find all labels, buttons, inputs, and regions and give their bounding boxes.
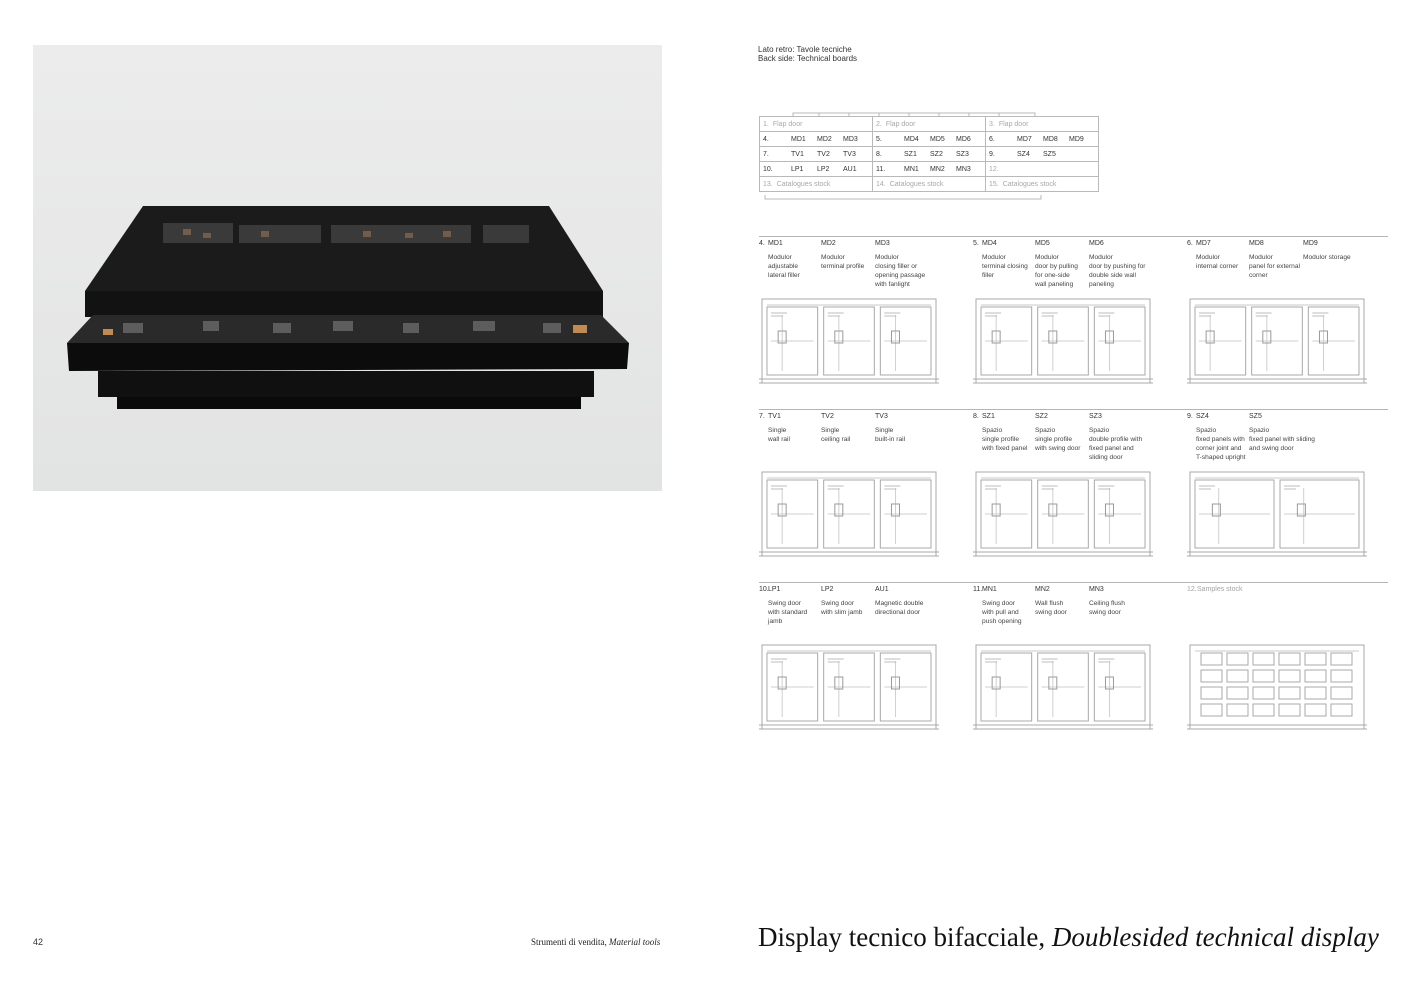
description-line: with standard bbox=[768, 609, 808, 616]
description-line: directional door bbox=[875, 609, 921, 616]
index-number: 11. bbox=[876, 165, 886, 173]
board-code: TV3 bbox=[875, 413, 888, 420]
description-line: double profile with bbox=[1089, 436, 1143, 443]
technical-board-drawing bbox=[973, 470, 1153, 560]
board-description bbox=[982, 599, 1022, 626]
index-code: Catalogues stock bbox=[889, 180, 944, 188]
board-description bbox=[821, 599, 862, 617]
index-code: AU1 bbox=[843, 165, 857, 173]
index-code: SZ2 bbox=[930, 150, 943, 158]
index-number: 13. bbox=[763, 180, 773, 188]
description-line: T-shaped upright bbox=[1196, 454, 1246, 461]
board-description bbox=[1089, 253, 1145, 289]
technical-board bbox=[1187, 470, 1367, 560]
description-line: internal corner bbox=[1196, 263, 1239, 270]
description-line: wall paneling bbox=[1035, 281, 1074, 288]
description-line: and swing door bbox=[1249, 445, 1294, 452]
board-code: MD4 bbox=[982, 240, 997, 247]
index-code: MD6 bbox=[956, 135, 971, 143]
index-cell bbox=[873, 147, 986, 162]
board-description bbox=[821, 426, 850, 444]
description-line: ceiling rail bbox=[821, 436, 851, 443]
section-divider bbox=[759, 236, 1388, 237]
index-code: MD8 bbox=[1043, 135, 1058, 143]
board-code: SZ5 bbox=[1249, 413, 1262, 420]
description-line: Modulor bbox=[1249, 254, 1273, 261]
description-line: Spazio bbox=[982, 427, 1003, 434]
description-line: Single bbox=[821, 427, 840, 434]
description-line: Modulor storage bbox=[1303, 254, 1351, 261]
board-description bbox=[1089, 599, 1125, 617]
index-row bbox=[760, 117, 1099, 132]
board-code: MD5 bbox=[1035, 240, 1050, 247]
board-description bbox=[1249, 426, 1315, 453]
board-description bbox=[1303, 253, 1351, 262]
description-line: corner joint and bbox=[1196, 445, 1242, 452]
technical-board-drawing bbox=[759, 470, 939, 560]
board-description bbox=[1196, 426, 1246, 462]
technical-board bbox=[759, 643, 939, 733]
section-divider bbox=[759, 409, 1388, 410]
description-line: door by pulling bbox=[1035, 263, 1078, 270]
board-code: MD1 bbox=[768, 240, 783, 247]
board-group-number: 8. bbox=[973, 413, 979, 420]
board-code: MD3 bbox=[875, 240, 890, 247]
description-line: Wall flush bbox=[1035, 600, 1064, 607]
technical-board bbox=[1187, 297, 1367, 387]
board-group-number: 4. bbox=[759, 240, 765, 247]
technical-board-drawing bbox=[1187, 297, 1367, 387]
board-code: SZ1 bbox=[982, 413, 995, 420]
index-number: 4. bbox=[763, 135, 769, 143]
description-line: push opening bbox=[982, 618, 1022, 625]
index-code: Flap door bbox=[998, 120, 1029, 128]
description-line: Modulor bbox=[1196, 254, 1220, 261]
index-cell bbox=[986, 147, 1099, 162]
index-code: Flap door bbox=[885, 120, 916, 128]
section-divider bbox=[759, 582, 1388, 583]
index-code: TV2 bbox=[817, 150, 830, 158]
index-code: MD7 bbox=[1017, 135, 1032, 143]
technical-board-drawing bbox=[1187, 470, 1367, 560]
index-row bbox=[760, 147, 1099, 162]
description-line: swing door bbox=[1035, 609, 1067, 616]
description-line: Swing door bbox=[821, 600, 854, 607]
board-code: Samples stock bbox=[1197, 586, 1243, 593]
description-line: Swing door bbox=[768, 600, 801, 607]
heading-regular: Display tecnico bifacciale, bbox=[758, 922, 1052, 952]
description-line: Modulor bbox=[875, 254, 899, 261]
technical-board bbox=[973, 643, 1153, 733]
description-line: sliding door bbox=[1089, 454, 1123, 461]
board-description bbox=[768, 253, 800, 280]
index-code: Catalogues stock bbox=[776, 180, 831, 188]
table-bottom-base bbox=[759, 195, 1049, 203]
description-line: fixed panel and bbox=[1089, 445, 1134, 452]
index-cell bbox=[986, 177, 1099, 192]
index-code: MD1 bbox=[791, 135, 806, 143]
index-code: MD5 bbox=[930, 135, 945, 143]
description-line: terminal closing bbox=[982, 263, 1028, 270]
technical-board bbox=[973, 470, 1153, 560]
description-line: Spazio bbox=[1089, 427, 1110, 434]
board-code: LP2 bbox=[821, 586, 834, 593]
index-code: Catalogues stock bbox=[1002, 180, 1057, 188]
description-line: corner bbox=[1249, 272, 1268, 279]
description-line: Spazio bbox=[1249, 427, 1270, 434]
index-cell bbox=[873, 162, 986, 177]
board-group-number: 5. bbox=[973, 240, 979, 247]
description-line: opening passage bbox=[875, 272, 926, 279]
index-code: TV3 bbox=[843, 150, 856, 158]
index-code: SZ3 bbox=[956, 150, 969, 158]
technical-board bbox=[759, 297, 939, 387]
board-group-number: 10. bbox=[759, 586, 769, 593]
index-code: MN3 bbox=[956, 165, 971, 173]
description-line: Modulor bbox=[1035, 254, 1059, 261]
product-photo bbox=[33, 45, 662, 491]
description-line: Magnetic double bbox=[875, 600, 924, 607]
section-title-regular: Strumenti di vendita, bbox=[531, 937, 609, 947]
index-code: MN2 bbox=[930, 165, 945, 173]
index-number: 5. bbox=[876, 135, 882, 143]
technical-board bbox=[973, 297, 1153, 387]
index-code: SZ5 bbox=[1043, 150, 1056, 158]
index-cell bbox=[873, 132, 986, 147]
description-line: jamb bbox=[768, 618, 783, 625]
board-code: MN2 bbox=[1035, 586, 1050, 593]
board-code: TV1 bbox=[768, 413, 781, 420]
board-code: TV2 bbox=[821, 413, 834, 420]
board-code: MD8 bbox=[1249, 240, 1264, 247]
board-group-number: 7. bbox=[759, 413, 765, 420]
board-index-table bbox=[759, 116, 1099, 192]
technical-board bbox=[1187, 643, 1367, 733]
index-cell bbox=[986, 117, 1099, 132]
description-line: Modulor bbox=[821, 254, 845, 261]
description-line: single profile bbox=[1035, 436, 1073, 443]
section-title bbox=[531, 937, 660, 947]
board-code: SZ2 bbox=[1035, 413, 1048, 420]
board-description bbox=[1196, 253, 1238, 271]
technical-board bbox=[759, 470, 939, 560]
index-row bbox=[760, 162, 1099, 177]
board-description bbox=[1035, 253, 1078, 289]
board-description bbox=[1035, 599, 1067, 617]
technical-board-drawing bbox=[759, 297, 939, 387]
description-line: fixed panels with bbox=[1196, 436, 1245, 443]
page-heading bbox=[758, 922, 1379, 953]
index-cell bbox=[760, 132, 873, 147]
board-group-number: 9. bbox=[1187, 413, 1193, 420]
description-line: lateral filler bbox=[768, 272, 800, 279]
board-code: SZ3 bbox=[1089, 413, 1102, 420]
board-description bbox=[982, 253, 1028, 280]
board-code: AU1 bbox=[875, 586, 889, 593]
board-description bbox=[821, 253, 864, 271]
board-code: LP1 bbox=[768, 586, 781, 593]
description-line: filler bbox=[982, 272, 995, 279]
description-line: terminal profile bbox=[821, 263, 865, 270]
technical-board-drawing bbox=[1187, 643, 1367, 733]
description-line: closing filler or bbox=[875, 263, 918, 270]
description-line: with fanlight bbox=[875, 281, 910, 288]
description-line: door by pushing for bbox=[1089, 263, 1146, 270]
board-code: MN3 bbox=[1089, 586, 1104, 593]
board-description bbox=[875, 426, 905, 444]
index-code: MD3 bbox=[843, 135, 858, 143]
description-line: Modulor bbox=[1089, 254, 1113, 261]
index-cell bbox=[760, 147, 873, 162]
index-number: 8. bbox=[876, 150, 882, 158]
technical-board-drawing bbox=[973, 297, 1153, 387]
display-cabinet-image bbox=[33, 45, 662, 491]
header-line-english: Back side: Technical boards bbox=[758, 54, 858, 63]
description-line: Spazio bbox=[1196, 427, 1217, 434]
board-description bbox=[768, 599, 807, 626]
index-row bbox=[760, 132, 1099, 147]
description-line: adjustable bbox=[768, 263, 799, 270]
index-number: 10. bbox=[763, 165, 773, 173]
board-description bbox=[1089, 426, 1142, 462]
index-code: TV1 bbox=[791, 150, 804, 158]
description-line: Single bbox=[875, 427, 894, 434]
index-number: 7. bbox=[763, 150, 769, 158]
index-code: Flap door bbox=[772, 120, 803, 128]
board-group-number: 11. bbox=[973, 586, 983, 593]
description-line: panel for external bbox=[1249, 263, 1300, 270]
technical-board-drawing bbox=[973, 643, 1153, 733]
description-line: Ceiling flush bbox=[1089, 600, 1125, 607]
board-code: MD6 bbox=[1089, 240, 1104, 247]
description-line: Modulor bbox=[768, 254, 792, 261]
board-description bbox=[982, 426, 1027, 453]
section-title-italic: Material tools bbox=[609, 937, 661, 947]
board-description bbox=[875, 599, 923, 617]
board-group-number: 12. bbox=[1187, 586, 1197, 593]
page-header bbox=[758, 45, 857, 63]
page-number: 42 bbox=[33, 937, 44, 947]
index-cell bbox=[873, 117, 986, 132]
description-line: with swing door bbox=[1035, 445, 1081, 452]
index-cell bbox=[986, 132, 1099, 147]
board-group-number: 6. bbox=[1187, 240, 1193, 247]
description-line: Swing door bbox=[982, 600, 1015, 607]
board-description bbox=[1035, 426, 1080, 453]
description-line: swing door bbox=[1089, 609, 1121, 616]
index-code: LP2 bbox=[817, 165, 830, 173]
board-description bbox=[875, 253, 925, 289]
index-number: 1. bbox=[763, 120, 769, 128]
index-number: 9. bbox=[989, 150, 995, 158]
description-line: paneling bbox=[1089, 281, 1114, 288]
description-line: single profile bbox=[982, 436, 1020, 443]
index-number: 15. bbox=[989, 180, 999, 188]
index-cell bbox=[760, 117, 873, 132]
description-line: with fixed panel bbox=[982, 445, 1028, 452]
index-code: MD2 bbox=[817, 135, 832, 143]
index-cell bbox=[986, 162, 1099, 177]
index-cell bbox=[760, 162, 873, 177]
index-number: 6. bbox=[989, 135, 995, 143]
description-line: Single bbox=[768, 427, 787, 434]
technical-board-drawing bbox=[759, 643, 939, 733]
description-line: with slim jamb bbox=[821, 609, 863, 616]
description-line: fixed panel with sliding bbox=[1249, 436, 1315, 443]
description-line: Spazio bbox=[1035, 427, 1056, 434]
board-description bbox=[1249, 253, 1300, 280]
header-line-italian: Lato retro: Tavole tecniche bbox=[758, 45, 852, 54]
description-line: wall rail bbox=[768, 436, 790, 443]
index-number: 12. bbox=[989, 165, 999, 173]
index-code: SZ4 bbox=[1017, 150, 1030, 158]
index-number: 14. bbox=[876, 180, 886, 188]
index-code: SZ1 bbox=[904, 150, 917, 158]
description-line: with pull and bbox=[982, 609, 1019, 616]
index-row bbox=[760, 177, 1099, 192]
board-code: MD7 bbox=[1196, 240, 1211, 247]
index-cell bbox=[760, 177, 873, 192]
board-code: MD2 bbox=[821, 240, 836, 247]
index-code: MD9 bbox=[1069, 135, 1084, 143]
description-line: double side wall bbox=[1089, 272, 1136, 279]
board-code: SZ4 bbox=[1196, 413, 1209, 420]
description-line: built-in rail bbox=[875, 436, 906, 443]
index-code: MN1 bbox=[904, 165, 919, 173]
index-number: 2. bbox=[876, 120, 882, 128]
index-number: 3. bbox=[989, 120, 995, 128]
board-code: MN1 bbox=[982, 586, 997, 593]
index-code: MD4 bbox=[904, 135, 919, 143]
board-description bbox=[768, 426, 790, 444]
description-line: for one-side bbox=[1035, 272, 1070, 279]
description-line: Modulor bbox=[982, 254, 1006, 261]
index-code: LP1 bbox=[791, 165, 804, 173]
index-cell bbox=[873, 177, 986, 192]
board-code: MD9 bbox=[1303, 240, 1318, 247]
heading-italic: Doublesided technical display bbox=[1051, 922, 1379, 952]
